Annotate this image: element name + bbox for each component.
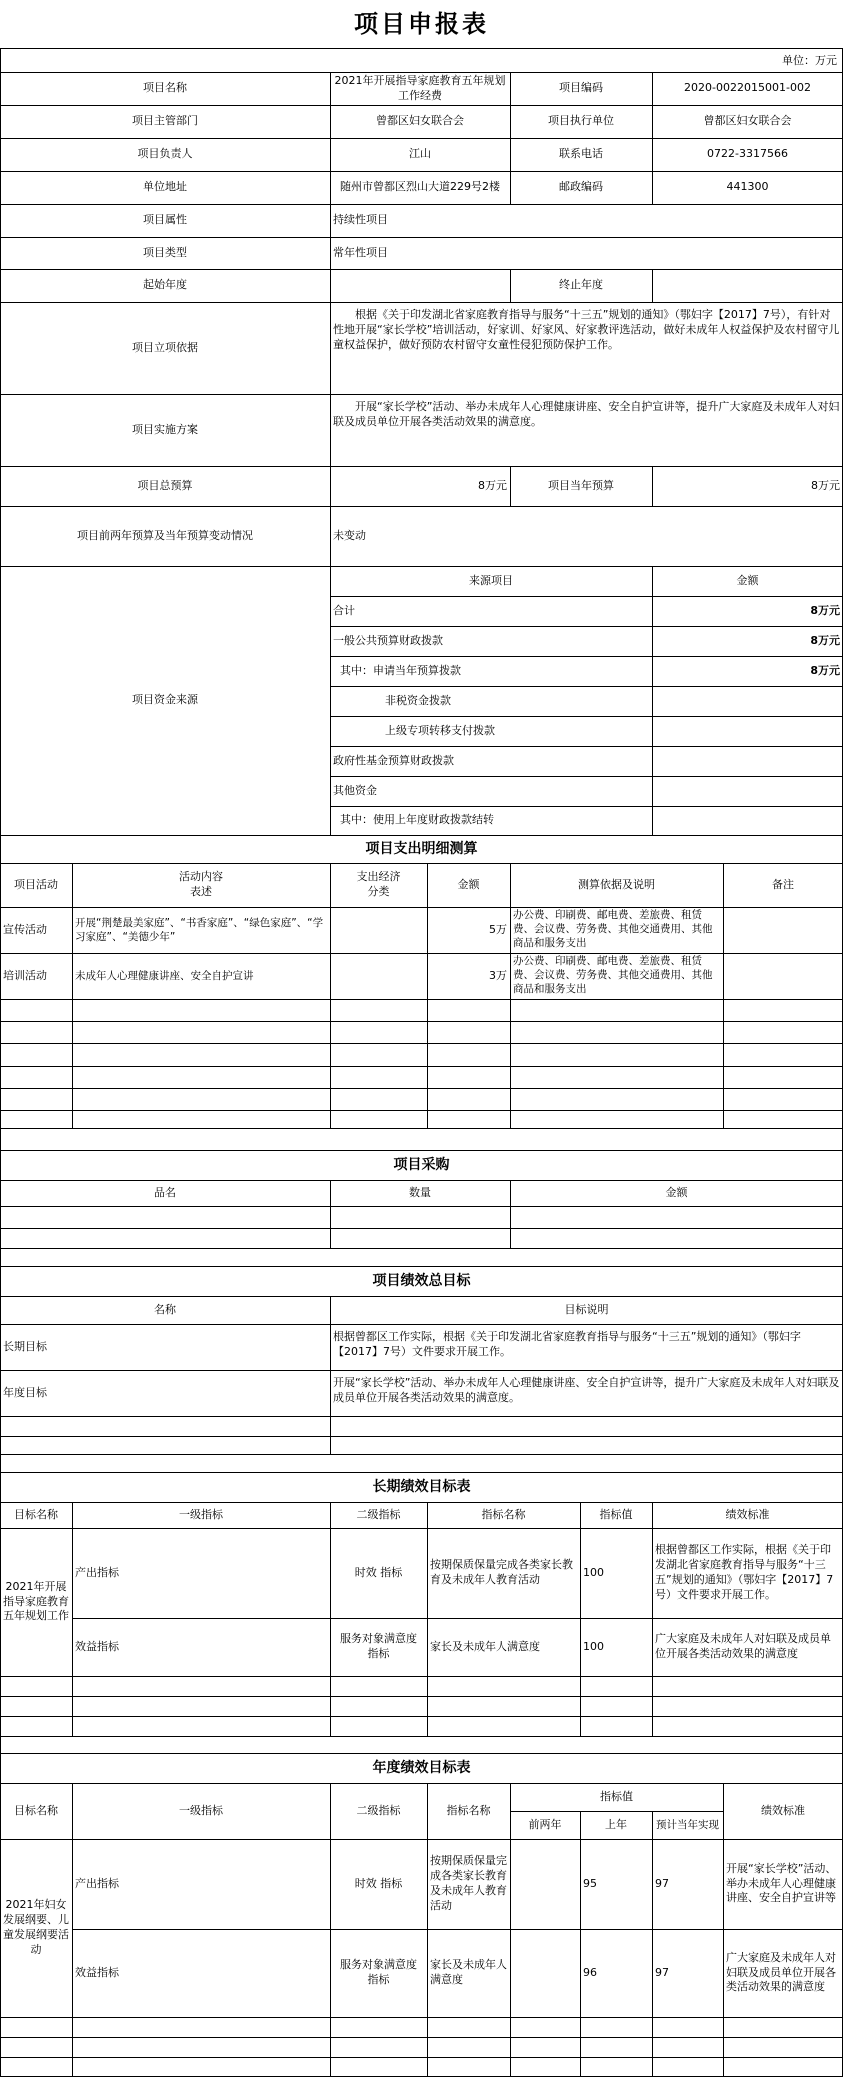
- longterm-standard: 根据曾都区工作实际，根据《关于印发湖北省家庭教育指导与服务“十三五”规划的通知》（鄂妇字【2017】7号）文件要求开展工作。: [655, 1543, 834, 1601]
- type-label: 项目类型: [143, 245, 187, 259]
- grid-line: [510, 1811, 724, 1812]
- grid-line: [0, 1021, 843, 1022]
- funds-label: 项目资金来源: [132, 693, 198, 707]
- leader-value: 江山: [409, 147, 431, 161]
- grid-line: [0, 1228, 843, 1229]
- grid-line: [72, 863, 73, 1129]
- funds-source-header: 来源项目: [469, 573, 513, 587]
- annual-l2: 服务对象满意度 指标: [340, 1958, 417, 1986]
- expense-header: 支出经济 分类: [356, 870, 401, 898]
- year-budget-value: 8万元: [811, 478, 840, 492]
- expense-header: 金额: [457, 877, 480, 891]
- expense-basis: 办公费、印刷费、邮电费、差旅费、租赁费、会议费、劳务费、其他交通费用、其他商品和服务支出: [513, 909, 713, 950]
- funds-row-amount: [652, 716, 843, 746]
- annual-header: 指标值: [600, 1789, 633, 1803]
- annual-header: 绩效标准: [761, 1803, 805, 1817]
- project-name-label: 项目名称: [143, 81, 187, 95]
- funds-row-name: 上级专项转移支付拨款: [385, 723, 495, 737]
- grid-line: [330, 72, 331, 836]
- grid-line: [0, 1502, 843, 1503]
- annual-subheader: 上年: [605, 1817, 627, 1831]
- grid-line: [723, 1783, 724, 2077]
- postcode-label: 邮政编码: [559, 180, 603, 194]
- grid-line: [72, 1783, 73, 2077]
- annual-last-year: 95: [583, 1876, 597, 1890]
- purchase-header: 数量: [409, 1185, 431, 1199]
- grid-line: [0, 863, 843, 864]
- grid-line: [330, 1502, 331, 1737]
- grid-line: [652, 566, 653, 836]
- annual-expected: 97: [655, 1876, 669, 1890]
- grid-line: [0, 2037, 843, 2038]
- grid-line: [0, 1150, 843, 1151]
- purchase-section-title: 项目采购: [393, 1156, 450, 1173]
- annual-last-year: 96: [583, 1965, 597, 1979]
- grid-line: [652, 466, 653, 507]
- grid-line: [0, 1753, 843, 1754]
- grid-line: [0, 1528, 843, 1529]
- expense-activity: 宣传活动: [3, 922, 47, 936]
- longterm-l2: 服务对象满意度 指标: [340, 1632, 417, 1660]
- grid-line: [427, 1502, 428, 1737]
- grid-line: [330, 746, 843, 747]
- grid-line: [0, 1696, 843, 1697]
- address-label: 单位地址: [143, 180, 187, 194]
- annual-section-title: 年度绩效目标表: [372, 1759, 471, 1776]
- unit-label: 单位：万元: [782, 53, 837, 67]
- funds-row-amount: 8万元: [810, 603, 840, 617]
- expense-content: 未成年人心理健康讲座、安全自护宣讲: [75, 969, 254, 982]
- grid-line: [0, 1043, 843, 1044]
- longterm-l1: 效益指标: [75, 1639, 119, 1653]
- grid-line: [330, 686, 843, 687]
- grid-line: [652, 1811, 653, 2077]
- expense-note: [723, 907, 843, 953]
- budget-change-label: 项目前两年预算及当年预算变动情况: [77, 528, 253, 542]
- expense-note: [723, 953, 843, 999]
- grid-line: [0, 138, 843, 139]
- funds-row-name: 非税资金拨款: [385, 693, 451, 707]
- grid-line: [0, 1370, 843, 1371]
- expense-header: 活动内容 表述: [179, 870, 223, 898]
- perf-header: 目标说明: [564, 1302, 609, 1316]
- grid-line: [0, 1472, 843, 1473]
- grid-line: [0, 1066, 843, 1067]
- purchase-header: 金额: [665, 1185, 688, 1199]
- grid-line: [0, 1248, 843, 1249]
- perf-header: 名称: [154, 1302, 176, 1316]
- leader-label: 项目负责人: [137, 147, 193, 161]
- funds-row-amount: 8万元: [810, 663, 840, 677]
- grid-line: [0, 1110, 843, 1111]
- grid-line: [0, 2057, 843, 2058]
- grid-line: [510, 1783, 511, 2077]
- funds-row-name: 其中：使用上年度财政拨款结转: [340, 813, 494, 827]
- annual-header: 目标名称: [14, 1803, 58, 1817]
- annual-l1: 产出指标: [75, 1876, 119, 1890]
- year-budget-label: 项目当年预算: [548, 478, 614, 492]
- grid-line: [0, 394, 843, 395]
- grid-line: [330, 716, 843, 717]
- longterm-l1: 产出指标: [75, 1565, 119, 1579]
- annual-indicator: 家长及未成年人满意度: [430, 1958, 507, 1986]
- perf-section-title: 项目绩效总目标: [372, 1272, 471, 1289]
- annual-standard: 广大家庭及未成年人对妇联及成员单位开展各类活动效果的满意度: [726, 1950, 836, 1994]
- grid-line: [0, 1296, 843, 1297]
- dept-label: 项目主管部门: [132, 114, 198, 128]
- expense-category: [330, 907, 427, 953]
- funds-row-amount: [652, 806, 843, 835]
- grid-line: [0, 1128, 843, 1129]
- grid-line: [330, 1180, 331, 1249]
- form-title: 项目申报表: [354, 9, 489, 38]
- annual-prev2: [510, 1929, 580, 2017]
- grid-line: [723, 863, 724, 1129]
- grid-line: [510, 269, 511, 303]
- grid-line: [0, 2017, 843, 2018]
- annual-l1: 效益指标: [75, 1965, 119, 1979]
- longterm-value: 100: [583, 1565, 604, 1579]
- end-year-label: 终止年度: [559, 278, 603, 292]
- grid-line: [0, 105, 843, 106]
- funds-row-amount: [652, 776, 843, 806]
- perf-desc: 开展“家长学校”活动、举办未成年人心理健康讲座、安全自护宣讲等，提升广大家庭及未成年人对妇联及成员单位开展各类活动效果的满意度。: [333, 1376, 840, 1404]
- grid-line: [72, 1929, 843, 1930]
- grid-line: [427, 1783, 428, 2077]
- grid-line: [0, 302, 843, 303]
- funds-row-amount: [652, 746, 843, 776]
- funds-row-name: 合计: [333, 603, 355, 617]
- grid-line: [0, 204, 843, 205]
- grid-line: [0, 566, 843, 567]
- grid-line: [510, 863, 511, 1129]
- total-budget-label: 项目总预算: [137, 478, 193, 492]
- longterm-l2: 时效 指标: [354, 1565, 403, 1579]
- grid-line: [0, 953, 843, 954]
- perf-name: 年度目标: [3, 1385, 47, 1399]
- grid-line: [330, 806, 843, 807]
- exec-unit-label: 项目执行单位: [548, 114, 614, 128]
- end-year-value: [652, 269, 843, 302]
- grid-line: [72, 1502, 73, 1737]
- annual-prev2: [510, 1839, 580, 1929]
- perf-name: 长期目标: [3, 1339, 47, 1353]
- expense-amount: 5万: [489, 922, 507, 936]
- annual-expected: 97: [655, 1965, 669, 1979]
- project-code-value: 2020-0022015001-002: [684, 81, 811, 95]
- grid-line: [330, 1783, 331, 2077]
- grid-line: [652, 72, 653, 205]
- annual-subheader: 前两年: [528, 1817, 562, 1831]
- grid-line: [0, 1416, 843, 1417]
- postcode-value: 441300: [726, 180, 769, 194]
- grid-line: [0, 1454, 843, 1455]
- grid-line: [0, 237, 843, 238]
- grid-line: [0, 1716, 843, 1717]
- expense-header: 测算依据及说明: [578, 877, 655, 891]
- grid-line: [0, 907, 843, 908]
- expense-content: 开展“荆楚最美家庭”、“书香家庭”、“绿色家庭”、“学习家庭”、“美德少年”: [75, 916, 324, 943]
- phone-value: 0722-3317566: [707, 147, 788, 161]
- longterm-header: 二级指标: [356, 1507, 401, 1521]
- perf-desc: 根据曾都区工作实际，根据《关于印发湖北省家庭教育指导与服务“十三五”规划的通知》（鄂妇字【2017】7号）文件要求开展工作。: [333, 1330, 801, 1358]
- basis-label: 项目立项依据: [132, 340, 198, 354]
- grid-line: [0, 1180, 843, 1181]
- grid-line: [330, 1296, 331, 1455]
- grid-line: [0, 269, 843, 270]
- annual-indicator: 按期保质保量完成各类家长教育及未成年人教育活动: [430, 1854, 507, 1912]
- grid-line: [580, 1502, 581, 1737]
- grid-line: [330, 656, 843, 657]
- grid-line: [0, 1206, 843, 1207]
- annual-l2: 时效 指标: [354, 1876, 403, 1890]
- longterm-section-title: 长期绩效目标表: [372, 1478, 471, 1495]
- expense-header: 项目活动: [14, 877, 58, 891]
- grid-line: [0, 1088, 843, 1089]
- annual-target-name: 2021年妇女发展纲要、儿童发展纲要活动: [3, 1898, 69, 1956]
- grid-line: [330, 776, 843, 777]
- grid-line: [0, 999, 843, 1000]
- longterm-target-name: 2021年开展指导家庭教育五年规划工作: [3, 1579, 69, 1623]
- expense-basis: 办公费、印刷费、邮电费、差旅费、租赁费、会议费、劳务费、其他交通费用、其他商品和服务支出: [513, 955, 713, 996]
- budget-change-value: 未变动: [333, 528, 366, 542]
- grid-line: [0, 1736, 843, 1737]
- attr-label: 项目属性: [143, 213, 187, 227]
- type-value: 常年性项目: [333, 245, 388, 259]
- plan-label: 项目实施方案: [132, 422, 198, 436]
- grid-line: [510, 72, 511, 205]
- longterm-header: 指标值: [599, 1507, 633, 1521]
- longterm-standard: 广大家庭及未成年人对妇联及成员单位开展各类活动效果的满意度: [655, 1632, 831, 1660]
- grid-line: [0, 1676, 843, 1677]
- grid-line: [0, 466, 843, 467]
- grid-line: [652, 269, 653, 303]
- basis-text: 根据《关于印发湖北省家庭教育指导与服务“十三五”规划的通知》（鄂妇字【2017】7号），有针对性地开展“家长学校”培训活动，好家训、好家风、好家教评选活动，做好未成年人权益保护及农村留守儿童权益保护，做好预防农村留守女童性侵犯预防保护工作。: [333, 308, 840, 351]
- project-name-value: 2021年开展指导家庭教育五年规划工作经费: [334, 73, 506, 102]
- grid-line: [330, 863, 331, 1129]
- phone-label: 联系电话: [559, 147, 603, 161]
- expense-section-title: 项目支出明细测算: [365, 840, 478, 857]
- grid-line: [330, 596, 843, 597]
- exec-unit-value: 曾都区妇女联合会: [703, 114, 792, 128]
- annual-header: 指标名称: [446, 1803, 491, 1817]
- funds-amount-header: 金额: [736, 573, 759, 587]
- funds-row-name: 政府性基金预算财政拨款: [333, 753, 454, 767]
- grid-line: [0, 1436, 843, 1437]
- funds-row-name: 其中：申请当年预算拨款: [340, 663, 461, 677]
- grid-line: [652, 1502, 653, 1737]
- funds-row-amount: 8万元: [810, 633, 840, 647]
- dept-value: 曾都区妇女联合会: [376, 114, 464, 128]
- address-value: 随州市曾都区烈山大道229号2楼: [340, 180, 500, 194]
- longterm-indicator: 家长及未成年人满意度: [430, 1639, 540, 1653]
- grid-line: [510, 466, 511, 507]
- longterm-header: 绩效标准: [725, 1507, 770, 1521]
- grid-line: [72, 1618, 843, 1619]
- expense-category: [330, 953, 427, 999]
- funds-row-amount: [652, 686, 843, 716]
- grid-line: [580, 1811, 581, 2077]
- funds-row-name: 一般公共预算财政拨款: [333, 633, 443, 647]
- grid-line: [427, 863, 428, 1129]
- project-code-label: 项目编码: [559, 81, 603, 95]
- purchase-header: 品名: [154, 1185, 176, 1199]
- expense-header: 备注: [772, 877, 794, 891]
- grid-line: [0, 1783, 843, 1784]
- grid-line: [0, 1839, 843, 1840]
- longterm-header: 目标名称: [14, 1507, 58, 1521]
- annual-subheader: 预计当年实现: [656, 1818, 719, 1831]
- grid-line: [0, 48, 843, 49]
- longterm-value: 100: [583, 1639, 604, 1653]
- funds-row-name: 其他资金: [333, 783, 377, 797]
- expense-amount: 3万: [489, 968, 507, 982]
- longterm-indicator: 按期保质保量完成各类家长教育及未成年人教育活动: [430, 1558, 573, 1586]
- grid-line: [0, 72, 843, 73]
- start-year-value: [330, 269, 510, 302]
- grid-line: [510, 1180, 511, 1249]
- start-year-label: 起始年度: [143, 278, 187, 292]
- longterm-header: 指标名称: [481, 1507, 526, 1521]
- grid-line: [0, 1266, 843, 1267]
- plan-text: 开展“家长学校”活动、举办未成年人心理健康讲座、安全自护宣讲等，提升广大家庭及未成年人对妇联及成员单位开展各类活动效果的满意度。: [333, 400, 840, 428]
- annual-header: 二级指标: [356, 1803, 401, 1817]
- longterm-header: 一级指标: [179, 1507, 223, 1521]
- grid-line: [330, 626, 843, 627]
- total-budget-value: 8万元: [478, 478, 507, 492]
- grid-line: [0, 1324, 843, 1325]
- attr-value: 持续性项目: [333, 213, 388, 227]
- grid-line: [0, 48, 1, 2077]
- annual-header: 一级指标: [179, 1803, 223, 1817]
- grid-line: [0, 171, 843, 172]
- grid-line: [0, 835, 843, 836]
- expense-activity: 培训活动: [3, 968, 47, 982]
- annual-standard: 开展“家长学校”活动、举办未成年人心理健康讲座、安全自护宣讲等: [726, 1861, 837, 1905]
- grid-line: [0, 506, 843, 507]
